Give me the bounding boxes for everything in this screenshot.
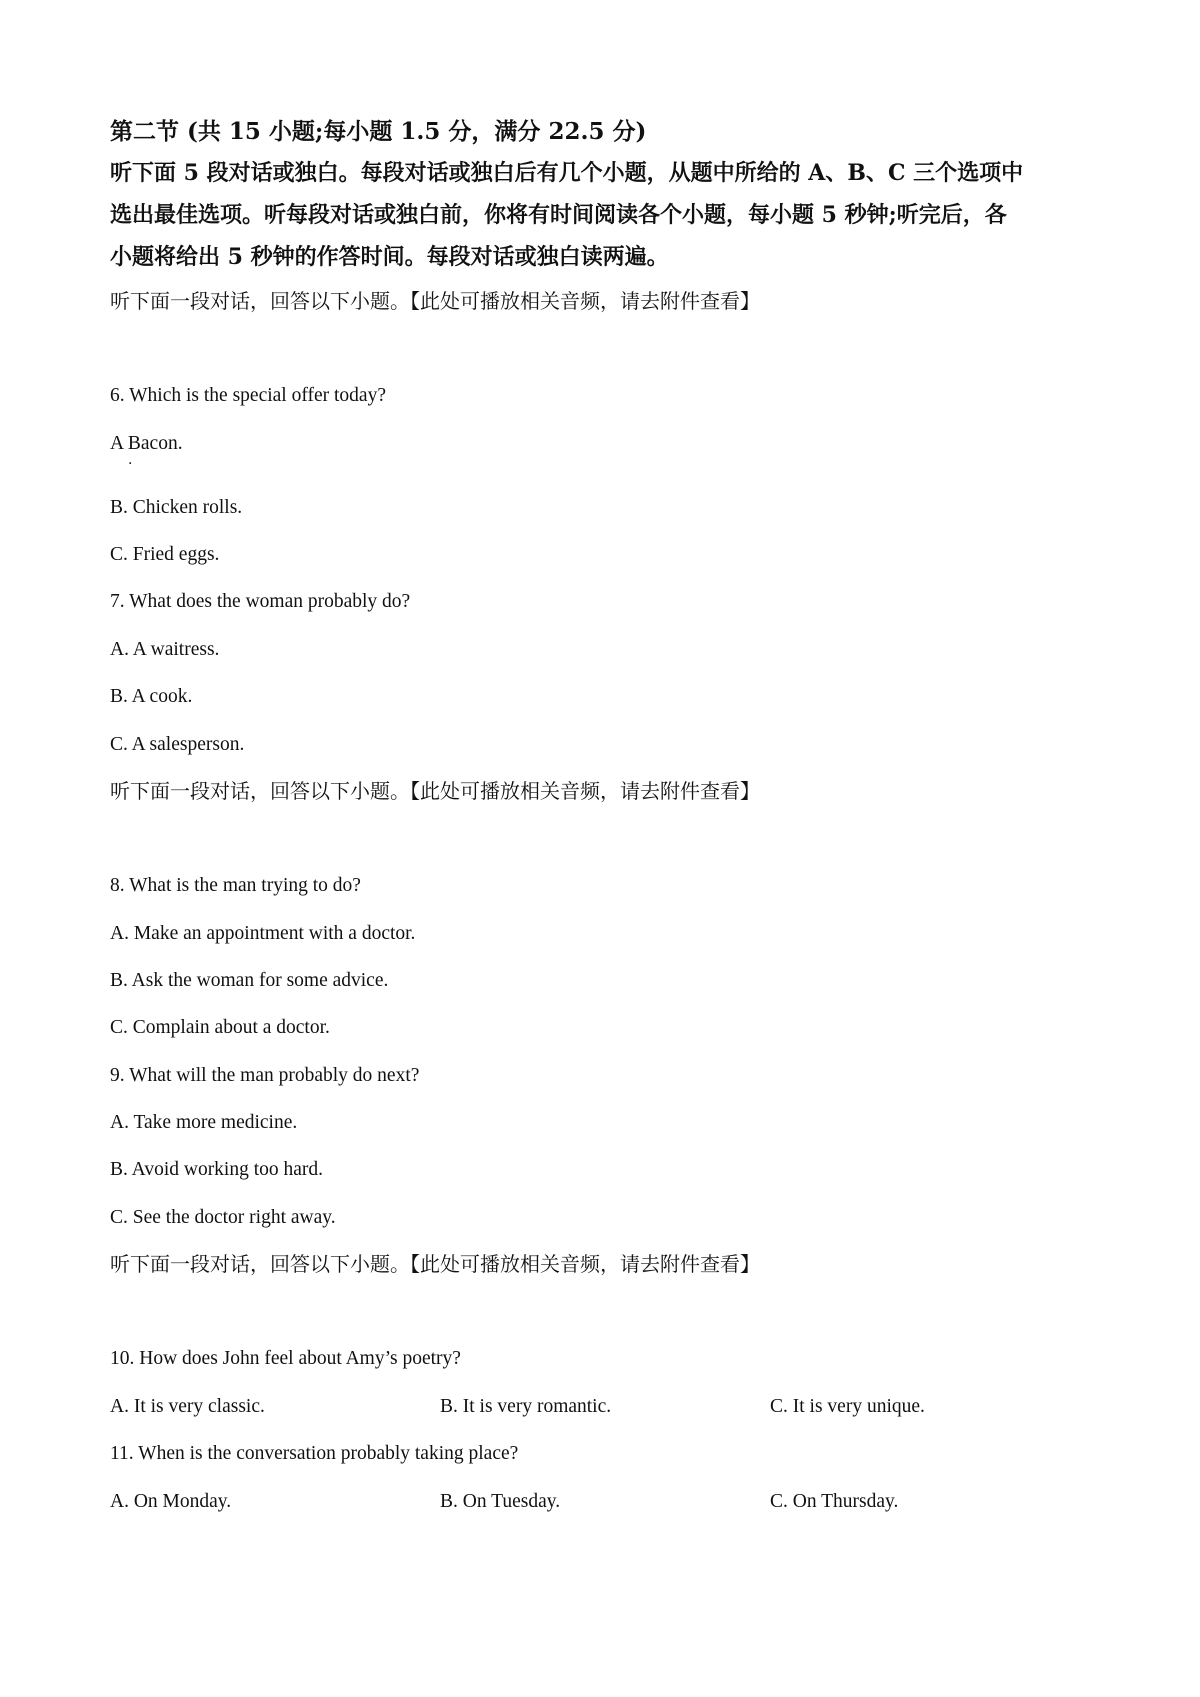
stray-dot-mark: ·: [128, 456, 133, 472]
audio-note-1: 听下面一段对话，回答以下小题。【此处可播放相关音频，请去附件查看】: [110, 289, 760, 313]
question-11-option-b: B. On Tuesday.: [440, 1491, 561, 1512]
section-title: 第二节 (共 15 小题;每小题 1.5 分，满分 22.5 分): [110, 118, 647, 145]
question-10-option-c: C. It is very unique.: [770, 1396, 925, 1417]
question-7-option-b: B. A cook.: [110, 686, 193, 707]
question-6-option-b: B. Chicken rolls.: [110, 497, 243, 518]
question-9-option-a: A. Take more medicine.: [110, 1112, 298, 1133]
question-7-option-a: A. A waitress.: [110, 639, 220, 660]
instructions-line-1: 听下面 5 段对话或独白。每段对话或独白后有几个小题，从题中所给的 A、B、C 三个选项中: [110, 160, 1024, 186]
question-9-option-c: C. See the doctor right away.: [110, 1207, 336, 1228]
question-10-option-a: A. It is very classic.: [110, 1396, 265, 1417]
question-10-option-b: B. It is very romantic.: [440, 1396, 612, 1417]
question-6-option-a: A Bacon.: [110, 433, 183, 454]
question-8-option-b: B. Ask the woman for some advice.: [110, 970, 389, 991]
question-8-stem: 8. What is the man trying to do?: [110, 875, 361, 896]
audio-note-2: 听下面一段对话，回答以下小题。【此处可播放相关音频，请去附件查看】: [110, 779, 760, 803]
question-8-option-c: C. Complain about a doctor.: [110, 1017, 330, 1038]
instructions-line-2: 选出最佳选项。听每段对话或独白前，你将有时间阅读各个小题，每小题 5 秒钟;听完后，各: [110, 202, 1007, 228]
question-6-option-c: C. Fried eggs.: [110, 544, 220, 565]
audio-note-3: 听下面一段对话，回答以下小题。【此处可播放相关音频，请去附件查看】: [110, 1252, 760, 1276]
question-11-option-c: C. On Thursday.: [770, 1491, 899, 1512]
question-9-stem: 9. What will the man probably do next?: [110, 1065, 420, 1086]
question-9-option-b: B. Avoid working too hard.: [110, 1159, 324, 1180]
question-11-stem: 11. When is the conversation probably taking place?: [110, 1443, 519, 1464]
question-7-option-c: C. A salesperson.: [110, 734, 245, 755]
question-10-stem: 10. How does John feel about Amy’s poetry?: [110, 1348, 461, 1369]
question-7-stem: 7. What does the woman probably do?: [110, 591, 411, 612]
question-8-option-a: A. Make an appointment with a doctor.: [110, 923, 416, 944]
question-6-stem: 6. Which is the special offer today?: [110, 385, 386, 406]
question-11-option-a: A. On Monday.: [110, 1491, 232, 1512]
instructions-line-3: 小题将给出 5 秒钟的作答时间。每段对话或独白读两遍。: [110, 244, 669, 270]
